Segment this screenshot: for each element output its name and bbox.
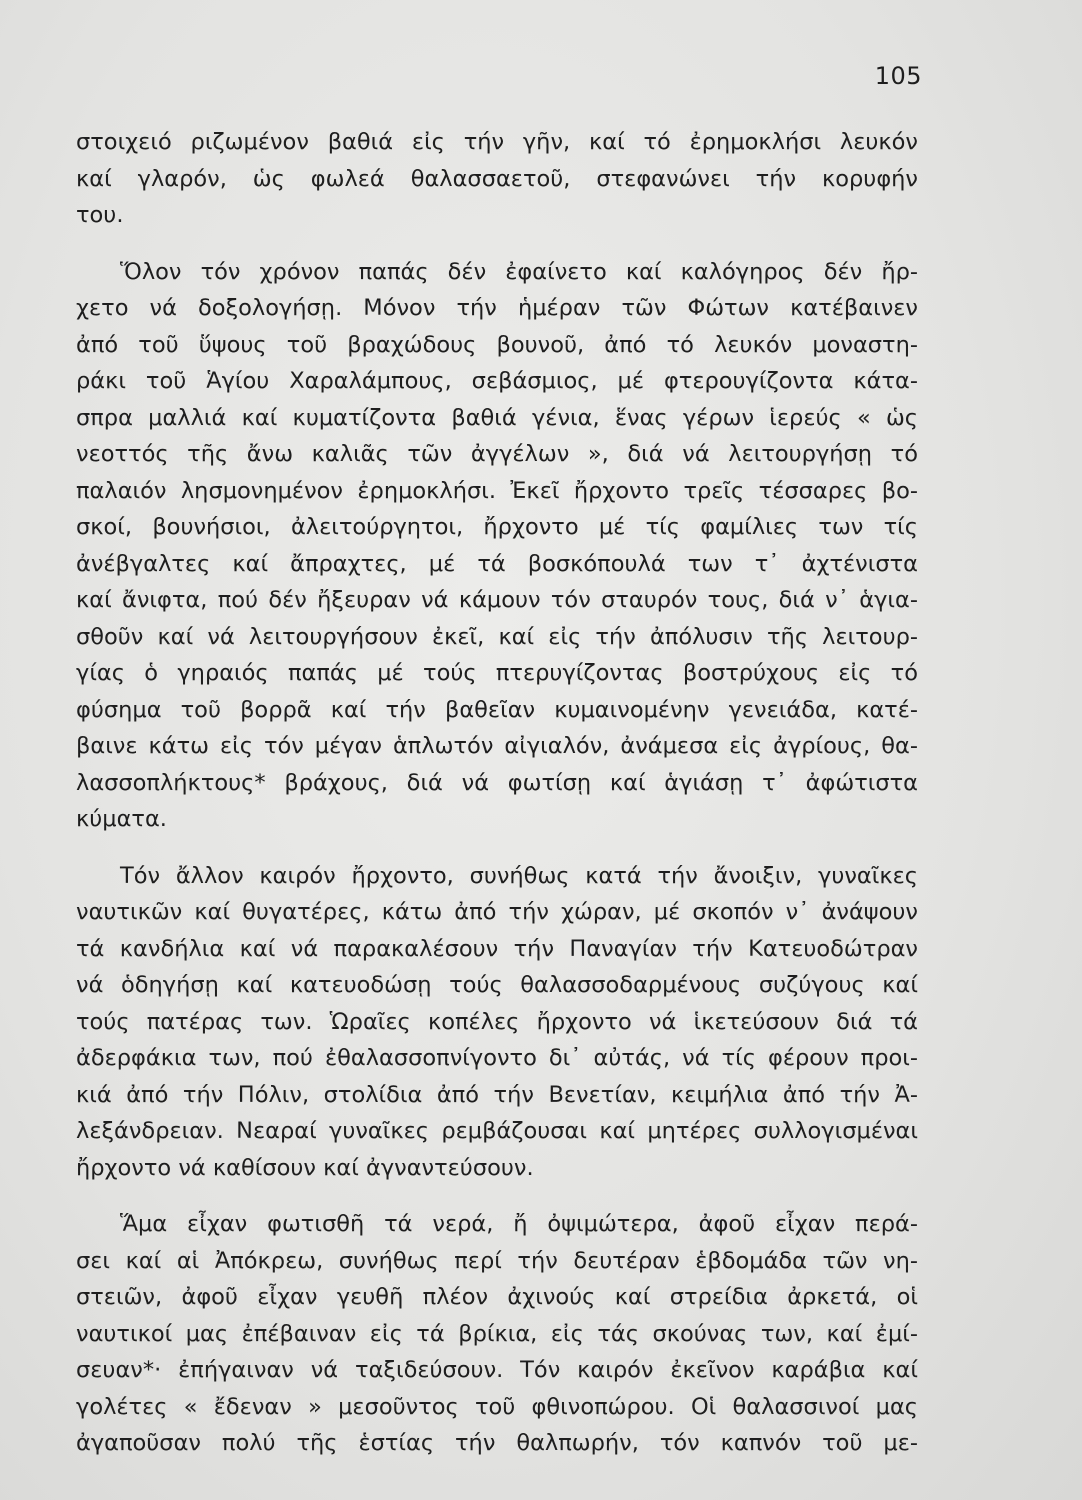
text-line: ἀπό τοῦ ὕψους τοῦ βραχώδους βουνοῦ, ἀπό τό λευκόν μοναστη- — [76, 331, 918, 358]
text-line: κύματα. — [76, 806, 167, 832]
text-line: ράκι τοῦ Ἁγίου Χαραλάμπους, σεβάσμιος, μέ φτερουγίζοντα κάτα- — [76, 368, 918, 394]
text-line: χετο νά δοξολογήσῃ. Μόνον τήν ἡμέραν τῶν Φώτων κατέβαινεν — [76, 295, 918, 321]
text-line: τά κανδήλια καί νά παρακαλέσουν τήν Παναγίαν τήν Κατευοδώτραν — [76, 935, 918, 962]
paragraph-4 — [76, 1206, 918, 1462]
text-line: Ὅλον τόν χρόνον παπάς δέν ἐφαίνετο καί καλόγηρος δέν ἤρ- — [120, 258, 918, 285]
text-line: καί ἄνιφτα, πού δέν ἤξευραν νά κάμουν τόν σταυρόν τους, διά ν᾽ ἁγια- — [76, 587, 918, 613]
text-line: γολέτες « ἔδεναν » μεσοῦντος τοῦ φθινοπώρου. Οἱ θαλασσινοί μας — [76, 1393, 918, 1420]
text-line: φύσημα τοῦ βορρᾶ καί τήν βαθεῖαν κυμαινομένην γενειάδα, κατέ- — [76, 696, 918, 723]
text-line: σθοῦν καί νά λειτουργήσουν ἐκεῖ, καί εἰς τήν ἀπόλυσιν τῆς λειτουρ- — [76, 623, 918, 650]
paragraph-2 — [76, 254, 918, 838]
text-line: καί γλαρόν, ὡς φωλεά θαλασσαετοῦ, στεφανώνει τήν κορυφήν — [76, 165, 918, 192]
text-line: νεοττός τῆς ἄνω καλιᾶς τῶν ἀγγέλων », διά νά λειτουργήσῃ τό — [76, 441, 918, 467]
text-line: στειῶν, ἀφοῦ εἶχαν γευθῆ πλέον ἀχινούς καί στρείδια ἀρκετά, οἱ — [76, 1284, 918, 1310]
text-line: ναυτικοί μας ἐπέβαιναν εἰς τά βρίκια, εἰς τάς σκούνας των, καί ἐμί- — [76, 1320, 918, 1347]
paragraph-1 — [76, 124, 918, 234]
text-line: Ἅμα εἶχαν φωτισθῆ τά νερά, ἤ ὀψιμώτερα, ἀφοῦ εἶχαν περά- — [120, 1211, 918, 1237]
text-line: Τόν ἄλλον καιρόν ἤρχοντο, συνήθως κατά τήν ἄνοιξιν, γυναῖκες — [120, 862, 918, 889]
text-line: σπρα μαλλιά καί κυματίζοντα βαθιά γένια, ἕνας γέρων ἱερεύς « ὡς — [76, 404, 918, 431]
text-line: ἤρχοντο νά καθίσουν καί ἀγναντεύσουν. — [76, 1154, 534, 1181]
text-line: κιά ἀπό τήν Πόλιν, στολίδια ἀπό τήν Βενετίαν, κειμήλια ἀπό τήν Ἀ- — [76, 1081, 918, 1108]
text-line: ἀδερφάκια των, πού ἐθαλασσοπνίγοντο δι᾽ αὐτάς, νά τίς φέρουν προι- — [76, 1045, 918, 1071]
text-line: ἀγαποῦσαν πολύ τῆς ἑστίας τήν θαλπωρήν, τόν καπνόν τοῦ με- — [76, 1430, 918, 1456]
text-line: παλαιόν λησμονημένον ἐρημοκλήσι. Ἐκεῖ ἤρχοντο τρεῖς τέσσαρες βο- — [76, 477, 918, 504]
text-line: του. — [76, 202, 124, 228]
page-text — [76, 124, 918, 1462]
text-line: σευαν*· ἐπήγαιναν νά ταξιδεύσουν. Τόν καιρόν ἐκεῖνον καράβια καί — [76, 1357, 918, 1383]
paragraph-3 — [76, 858, 918, 1187]
text-line: λασσοπλήκτους* βράχους, διά νά φωτίσῃ καί ἁγιάσῃ τ᾽ ἀφώτιστα — [76, 769, 918, 796]
text-line: ναυτικῶν καί θυγατέρες, κάτω ἀπό τήν χώραν, μέ σκοπόν ν᾽ ἀνάψουν — [76, 899, 918, 925]
text-line: βαινε κάτω εἰς τόν μέγαν ἁπλωτόν αἰγιαλόν, ἀνάμεσα εἰς ἀγρίους, θα- — [76, 733, 918, 759]
text-line: σει καί αἱ Ἀπόκρεω, συνήθως περί τήν δευτέραν ἑβδομάδα τῶν νη- — [76, 1247, 918, 1274]
text-line: σκοί, βουνήσιοι, ἀλειτούργητοι, ἤρχοντο μέ τίς φαμίλιες των τίς — [76, 514, 918, 540]
text-line: γίας ὁ γηραιός παπάς μέ τούς πτερυγίζοντας βοστρύχους εἰς τό — [76, 660, 918, 686]
text-line: λεξάνδρειαν. Νεαραί γυναῖκες ρεμβάζουσαι καί μητέρες συλλογισμέναι — [76, 1118, 918, 1144]
text-line: στοιχειό ριζωμένον βαθιά εἰς τήν γῆν, καί τό ἐρημοκλήσι λευκόν — [76, 129, 918, 155]
text-line: νά ὁδηγήσῃ καί κατευοδώσῃ τούς θαλασσοδαρμένους συζύγους καί — [76, 972, 918, 998]
text-line: ἀνέβγαλτες καί ἄπραχτες, μέ τά βοσκόπουλά των τ᾽ ἀχτένιστα — [76, 550, 918, 577]
page-number: 105 — [874, 62, 922, 90]
text-line: τούς πατέρας των. Ὡραῖες κοπέλες ἤρχοντο νά ἱκετεύσουν διά τά — [76, 1008, 918, 1035]
